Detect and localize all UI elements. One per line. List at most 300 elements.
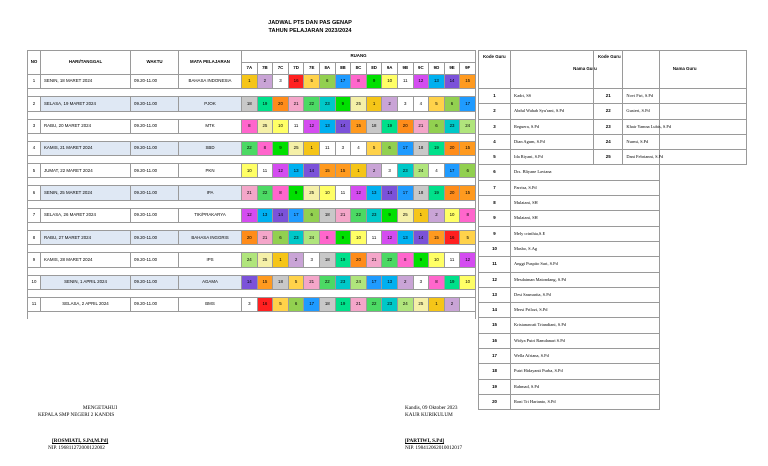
room-teacher-code: 9 xyxy=(273,141,289,155)
room-teacher-code: 1 xyxy=(242,75,258,89)
room-header-9f: 9F xyxy=(460,63,476,75)
room-teacher-code: 6 xyxy=(319,75,335,89)
room-teacher-code: 18 xyxy=(319,297,335,311)
room-teacher-code: 12 xyxy=(242,208,258,222)
teacher-name: Anggi Puspito Sari, S.Pd xyxy=(511,257,660,272)
sign-right-name: [PARTIWI, S.Pd] xyxy=(405,438,445,444)
room-teacher-code: 17 xyxy=(397,186,413,200)
room-teacher-code: 23 xyxy=(319,97,335,111)
room-header-9d: 9D xyxy=(429,63,445,75)
row-subject: IPA xyxy=(179,186,242,200)
teacher-name: Dian Agum, S.Pd xyxy=(511,134,660,149)
teacher-code: 19 xyxy=(479,379,511,394)
room-teacher-code: 2 xyxy=(382,97,398,111)
room-header-9e: 9E xyxy=(444,63,460,75)
room-teacher-code: 20 xyxy=(273,97,289,111)
teacher-row xyxy=(479,379,660,394)
room-teacher-code: 6 xyxy=(273,231,289,245)
room-teacher-code: 8 xyxy=(397,253,413,267)
teacher-code: 7 xyxy=(479,180,511,195)
sign-left-line2: KEPALA SMP NEGERI 2 KANDIS xyxy=(38,412,115,418)
room-teacher-code: 18 xyxy=(413,186,429,200)
room-teacher-code: 21 xyxy=(288,97,304,111)
room-teacher-code: 8 xyxy=(351,75,367,89)
teacher-row xyxy=(479,196,660,211)
room-teacher-code: 17 xyxy=(460,97,476,111)
row-spacer xyxy=(28,223,476,231)
room-teacher-code: 21 xyxy=(257,231,273,245)
room-header-9a: 9A xyxy=(382,63,398,75)
room-teacher-code: 18 xyxy=(273,275,289,289)
room-header-8b: 8B xyxy=(335,63,351,75)
row-time: 09.20-11.00 xyxy=(131,164,179,178)
room-header-7b: 7B xyxy=(257,63,273,75)
exam-schedule-table xyxy=(27,50,476,319)
teacher-name: Khair Yamna Lubis, S.Pd xyxy=(623,119,747,134)
teacher-row xyxy=(594,119,747,134)
room-teacher-code: 9 xyxy=(366,75,382,89)
room-teacher-code: 4 xyxy=(429,164,445,178)
row-subject: PJOK xyxy=(179,97,242,111)
row-day: SENIN, 18 MARET 2024 xyxy=(41,75,131,89)
room-teacher-code: 18 xyxy=(413,141,429,155)
room-teacher-code: 14 xyxy=(335,119,351,133)
teacher-code: 17 xyxy=(479,349,511,364)
room-teacher-code: 19 xyxy=(335,253,351,267)
row-spacer xyxy=(28,289,476,297)
room-teacher-code: 2 xyxy=(429,208,445,222)
row-no: 3 xyxy=(28,119,41,133)
document-title: JADWAL PTS DAN PAS GENAP xyxy=(268,20,352,26)
schedule-row xyxy=(28,164,476,178)
teacher-name: Masbo, S.Ag xyxy=(511,241,660,256)
teacher-code: 3 xyxy=(479,119,511,134)
room-teacher-code: 24 xyxy=(460,119,476,133)
room-teacher-code: 15 xyxy=(351,119,367,133)
row-day: KAMIS, 21 MARET 2024 xyxy=(41,141,131,155)
row-subject: BAHASA INGGRIS xyxy=(179,231,242,245)
room-teacher-code: 2 xyxy=(397,275,413,289)
sign-right-nip: NIP. 198412062010012017 xyxy=(405,445,463,451)
row-subject: MTK xyxy=(179,119,242,133)
teacher-name: Wella Afriana, S.Pd xyxy=(511,349,660,364)
room-teacher-code: 3 xyxy=(397,97,413,111)
row-day: KAMIS, 28 MARET 2024 xyxy=(41,253,131,267)
teacher-name: Widya Putri Ramdanari S.Pd xyxy=(511,333,660,348)
teacher-name: Mulaiani, SH xyxy=(511,196,660,211)
document-subtitle: TAHUN PELAJARAN 2023/2024 xyxy=(268,28,352,34)
teacher-row xyxy=(479,180,660,195)
row-no: 6 xyxy=(28,186,41,200)
row-no: 11 xyxy=(28,297,41,311)
room-teacher-code: 12 xyxy=(382,231,398,245)
room-teacher-code: 3 xyxy=(382,164,398,178)
row-day: SENIN, 25 MARET 2024 xyxy=(41,186,131,200)
room-teacher-code: 24 xyxy=(351,275,367,289)
teacher-code: 15 xyxy=(479,318,511,333)
teacher-row xyxy=(594,150,747,165)
room-header-7c: 7C xyxy=(273,63,289,75)
room-teacher-code: 17 xyxy=(366,275,382,289)
teacher-row xyxy=(479,303,660,318)
teacher-code: 10 xyxy=(479,241,511,256)
room-teacher-code: 10 xyxy=(460,275,476,289)
room-teacher-code: 15 xyxy=(335,164,351,178)
row-subject: IPS xyxy=(179,253,242,267)
room-teacher-code: 11 xyxy=(335,186,351,200)
row-no: 1 xyxy=(28,75,41,89)
teacher-name: Parrisa, S.Pd xyxy=(511,180,660,195)
room-teacher-code: 6 xyxy=(444,97,460,111)
row-day: RABU, 20 MARET 2024 xyxy=(41,119,131,133)
room-teacher-code: 4 xyxy=(413,97,429,111)
room-teacher-code: 23 xyxy=(335,275,351,289)
teacher-code: 11 xyxy=(479,257,511,272)
row-day: SELASA, 19 MARET 2024 xyxy=(41,97,131,111)
teacher-row xyxy=(479,318,660,333)
room-teacher-code: 3 xyxy=(413,275,429,289)
teacher-name: Kadri, SS xyxy=(511,89,660,104)
room-teacher-code: 8 xyxy=(429,275,445,289)
teacher-code: 14 xyxy=(479,303,511,318)
room-teacher-code: 22 xyxy=(382,253,398,267)
room-teacher-code: 16 xyxy=(257,297,273,311)
teacher-name: Mulaiani, SH xyxy=(511,211,660,226)
room-teacher-code: 18 xyxy=(319,253,335,267)
room-teacher-code: 14 xyxy=(382,186,398,200)
room-teacher-code: 25 xyxy=(304,186,320,200)
room-teacher-code: 10 xyxy=(242,164,258,178)
row-subject: BMS xyxy=(179,297,242,311)
room-teacher-code: 18 xyxy=(366,119,382,133)
room-teacher-code: 22 xyxy=(366,297,382,311)
room-teacher-code: 5 xyxy=(366,141,382,155)
room-teacher-code: 1 xyxy=(366,97,382,111)
teacher-list-right xyxy=(593,50,747,165)
room-teacher-code: 11 xyxy=(444,253,460,267)
room-teacher-code: 10 xyxy=(444,208,460,222)
teacher-name: Roni Tri Harianto, S.Pd xyxy=(511,394,660,409)
room-teacher-code: 13 xyxy=(288,164,304,178)
room-teacher-code: 14 xyxy=(413,231,429,245)
row-spacer xyxy=(28,133,476,141)
room-teacher-code: 16 xyxy=(288,75,304,89)
room-teacher-code xyxy=(460,297,476,311)
room-teacher-code: 12 xyxy=(273,164,289,178)
row-day: SELASA, 2 APRIL 2024 xyxy=(41,297,131,311)
room-teacher-code: 23 xyxy=(382,297,398,311)
row-time: 09.20-11.00 xyxy=(131,119,179,133)
room-teacher-code: 21 xyxy=(413,119,429,133)
row-day: SENIN, 1 APRIL 2024 xyxy=(41,275,131,289)
teacher-row xyxy=(594,89,747,104)
room-teacher-code: 25 xyxy=(351,97,367,111)
room-teacher-code: 6 xyxy=(304,208,320,222)
room-teacher-code: 25 xyxy=(288,141,304,155)
room-teacher-code: 18 xyxy=(242,97,258,111)
room-header-8a: 8A xyxy=(319,63,335,75)
room-teacher-code: 5 xyxy=(304,75,320,89)
room-teacher-code: 9 xyxy=(335,97,351,111)
room-teacher-code: 20 xyxy=(444,186,460,200)
room-teacher-code: 1 xyxy=(304,141,320,155)
room-teacher-code: 17 xyxy=(304,297,320,311)
room-teacher-code: 22 xyxy=(351,208,367,222)
room-header-7d: 7D xyxy=(288,63,304,75)
room-header-7a: 7A xyxy=(242,63,258,75)
room-teacher-code: 8 xyxy=(273,186,289,200)
room-teacher-code: 15 xyxy=(319,164,335,178)
row-subject: BAHASA INDONESIA xyxy=(179,75,242,89)
teacher-name: Dani Febrianni, S.Pd xyxy=(623,150,747,165)
room-teacher-code: 23 xyxy=(444,119,460,133)
teacher-name: Drs. Bliyane Laviana xyxy=(511,165,660,180)
room-teacher-code: 22 xyxy=(242,141,258,155)
room-teacher-code: 2 xyxy=(288,253,304,267)
schedule-row xyxy=(28,275,476,289)
room-teacher-code: 5 xyxy=(429,97,445,111)
teacher-name: Putri Hidayanti Purba, S.Pd xyxy=(511,364,660,379)
room-teacher-code: 5 xyxy=(273,297,289,311)
row-spacer xyxy=(28,178,476,186)
room-teacher-code: 12 xyxy=(304,119,320,133)
room-teacher-code: 21 xyxy=(242,186,258,200)
room-teacher-code: 21 xyxy=(366,253,382,267)
room-teacher-code: 4 xyxy=(351,141,367,155)
teacher-row xyxy=(479,364,660,379)
room-teacher-code: 23 xyxy=(366,208,382,222)
room-teacher-code: 9 xyxy=(413,253,429,267)
room-teacher-code: 3 xyxy=(335,141,351,155)
teacher-code: 13 xyxy=(479,287,511,302)
teacher-row xyxy=(479,241,660,256)
room-teacher-code: 12 xyxy=(413,75,429,89)
row-subject: AGAMA xyxy=(179,275,242,289)
room-teacher-code: 19 xyxy=(444,275,460,289)
room-teacher-code: 22 xyxy=(304,97,320,111)
teacher-row xyxy=(594,134,747,149)
schedule-row xyxy=(28,231,476,245)
room-teacher-code: 11 xyxy=(397,75,413,89)
room-teacher-code: 10 xyxy=(429,253,445,267)
room-teacher-code: 1 xyxy=(273,253,289,267)
room-teacher-code: 11 xyxy=(257,164,273,178)
teacher-code: 18 xyxy=(479,364,511,379)
teacher-code: 23 xyxy=(594,119,623,134)
room-teacher-code: 6 xyxy=(288,297,304,311)
room-teacher-code: 11 xyxy=(319,141,335,155)
room-teacher-code: 14 xyxy=(273,208,289,222)
col-subject: MATA PELAJARAN xyxy=(179,51,242,75)
row-day: RABU, 27 MARET 2024 xyxy=(41,231,131,245)
sign-right-line2: KAUR KURIKULUM xyxy=(405,412,453,418)
room-teacher-code: 14 xyxy=(242,275,258,289)
teacher-code: 2 xyxy=(479,104,511,119)
room-teacher-code: 1 xyxy=(429,297,445,311)
room-teacher-code: 24 xyxy=(304,231,320,245)
sign-right-line1: Kandis, 09 Oktober 2023 xyxy=(405,405,458,411)
row-subject: SBD xyxy=(179,141,242,155)
schedule-row xyxy=(28,186,476,200)
room-teacher-code: 15 xyxy=(460,75,476,89)
room-teacher-code: 17 xyxy=(397,141,413,155)
room-teacher-code: 24 xyxy=(397,297,413,311)
room-teacher-code: 14 xyxy=(444,75,460,89)
room-teacher-code: 20 xyxy=(444,141,460,155)
col-kode-guru: Kode Guru xyxy=(479,51,511,89)
room-teacher-code: 9 xyxy=(335,231,351,245)
teacher-row xyxy=(479,272,660,287)
teacher-row xyxy=(594,104,747,119)
room-teacher-code: 23 xyxy=(397,164,413,178)
room-teacher-code: 21 xyxy=(304,275,320,289)
schedule-row xyxy=(28,208,476,222)
room-teacher-code: 17 xyxy=(335,75,351,89)
teacher-code: 16 xyxy=(479,333,511,348)
row-time: 09.20-11.00 xyxy=(131,141,179,155)
room-teacher-code: 18 xyxy=(319,208,335,222)
row-time: 09.20-11.00 xyxy=(131,275,179,289)
room-teacher-code: 10 xyxy=(273,119,289,133)
teacher-name: Ida Riyani, S.Pd xyxy=(511,150,660,165)
teacher-code: 4 xyxy=(479,134,511,149)
row-spacer xyxy=(28,245,476,253)
room-teacher-code: 17 xyxy=(288,208,304,222)
teacher-row xyxy=(479,394,660,409)
teacher-name: Kristanawati Triandiani, S.Pd xyxy=(511,318,660,333)
row-spacer xyxy=(28,156,476,164)
room-teacher-code: 14 xyxy=(304,164,320,178)
room-teacher-code: 8 xyxy=(242,119,258,133)
room-teacher-code: 13 xyxy=(366,186,382,200)
teacher-code: 9 xyxy=(479,226,511,241)
room-teacher-code: 20 xyxy=(242,231,258,245)
room-teacher-code: 5 xyxy=(460,231,476,245)
room-teacher-code: 19 xyxy=(429,141,445,155)
teacher-name: Mersi Prilozi, S.Pd xyxy=(511,303,660,318)
row-no: 7 xyxy=(28,208,41,222)
row-no: 2 xyxy=(28,97,41,111)
room-teacher-code: 3 xyxy=(242,297,258,311)
teacher-row xyxy=(479,333,660,348)
col-nama-guru-2: Nama Guru xyxy=(623,51,747,89)
sign-left-line1: MENGETAHUI xyxy=(82,405,118,411)
teacher-code: 6 xyxy=(479,165,511,180)
teacher-code: 20 xyxy=(479,394,511,409)
room-teacher-code: 15 xyxy=(429,231,445,245)
teacher-name: Novi Ftri, S.Pd xyxy=(623,89,747,104)
room-teacher-code: 17 xyxy=(444,164,460,178)
row-time: 09.20-11.00 xyxy=(131,208,179,222)
row-subject: TIK/PRAKARYA xyxy=(179,208,242,222)
room-header-8d: 8D xyxy=(366,63,382,75)
col-kode-guru-2: Kode Guru xyxy=(594,51,623,89)
row-time: 09.20-11.00 xyxy=(131,186,179,200)
row-no: 8 xyxy=(28,231,41,245)
teacher-name: Abdul Wahab Syu'rani, S.Pd xyxy=(511,104,660,119)
room-teacher-code: 22 xyxy=(319,275,335,289)
row-subject: PKN xyxy=(179,164,242,178)
room-teacher-code: 1 xyxy=(351,164,367,178)
teacher-code: 25 xyxy=(594,150,623,165)
room-header-9c: 9C xyxy=(413,63,429,75)
room-teacher-code: 21 xyxy=(335,208,351,222)
schedule-row xyxy=(28,141,476,155)
sign-left-name: [ROSMIATI, S.Pd,M.Pd] xyxy=(52,438,109,444)
room-teacher-code: 15 xyxy=(460,186,476,200)
row-no: 9 xyxy=(28,253,41,267)
row-time: 09.20-11.00 xyxy=(131,75,179,89)
room-teacher-code: 2 xyxy=(366,164,382,178)
teacher-row xyxy=(479,257,660,272)
room-teacher-code: 21 xyxy=(351,297,367,311)
teacher-row xyxy=(479,165,660,180)
room-teacher-code: 25 xyxy=(397,208,413,222)
room-teacher-code: 10 xyxy=(319,186,335,200)
sign-left-nip: NIP. 196811272000122002 xyxy=(48,445,105,451)
schedule-row xyxy=(28,75,476,89)
col-room: RUANG xyxy=(242,51,476,63)
room-teacher-code: 15 xyxy=(460,141,476,155)
teacher-name: Desi Sasmarita, S.Pd xyxy=(511,287,660,302)
col-nama-guru: Nama Guru xyxy=(511,51,660,89)
room-teacher-code: 11 xyxy=(366,231,382,245)
teacher-code: 1 xyxy=(479,89,511,104)
room-teacher-code: 8 xyxy=(257,141,273,155)
room-teacher-code: 13 xyxy=(319,119,335,133)
room-header-8c: 8C xyxy=(351,63,367,75)
row-spacer xyxy=(28,312,476,320)
teacher-name: Gusteri, S.Pd xyxy=(623,104,747,119)
room-teacher-code: 2 xyxy=(444,297,460,311)
row-time: 09.20-11.00 xyxy=(131,231,179,245)
room-teacher-code: 20 xyxy=(351,253,367,267)
room-header-7e: 7E xyxy=(304,63,320,75)
row-time: 09.20-11.00 xyxy=(131,97,179,111)
schedule-row xyxy=(28,253,476,267)
schedule-row xyxy=(28,297,476,311)
room-teacher-code: 25 xyxy=(413,297,429,311)
room-teacher-code: 19 xyxy=(335,297,351,311)
schedule-row xyxy=(28,97,476,111)
teacher-row xyxy=(479,211,660,226)
schedule-row xyxy=(28,119,476,133)
room-teacher-code: 1 xyxy=(413,208,429,222)
room-teacher-code: 3 xyxy=(273,75,289,89)
teacher-name: Nurmi, S.Pd xyxy=(623,134,747,149)
teacher-code: 22 xyxy=(594,104,623,119)
room-teacher-code: 19 xyxy=(257,97,273,111)
row-spacer xyxy=(28,267,476,275)
room-teacher-code: 3 xyxy=(304,253,320,267)
room-teacher-code: 13 xyxy=(397,231,413,245)
room-teacher-code: 8 xyxy=(319,231,335,245)
col-day: HARI/TANGGAL xyxy=(41,51,131,75)
room-teacher-code: 6 xyxy=(429,119,445,133)
row-time: 09.20-11.00 xyxy=(131,297,179,311)
room-teacher-code: 8 xyxy=(460,208,476,222)
room-teacher-code: 9 xyxy=(382,208,398,222)
room-teacher-code: 6 xyxy=(382,141,398,155)
teacher-row xyxy=(479,287,660,302)
room-teacher-code: 24 xyxy=(242,253,258,267)
room-teacher-code: 22 xyxy=(257,186,273,200)
room-teacher-code: 12 xyxy=(460,253,476,267)
teacher-code: 12 xyxy=(479,272,511,287)
col-time: WAKTU xyxy=(131,51,179,75)
teacher-name: Mesdaiman Matondang, S.Pd xyxy=(511,272,660,287)
room-teacher-code: 12 xyxy=(351,186,367,200)
